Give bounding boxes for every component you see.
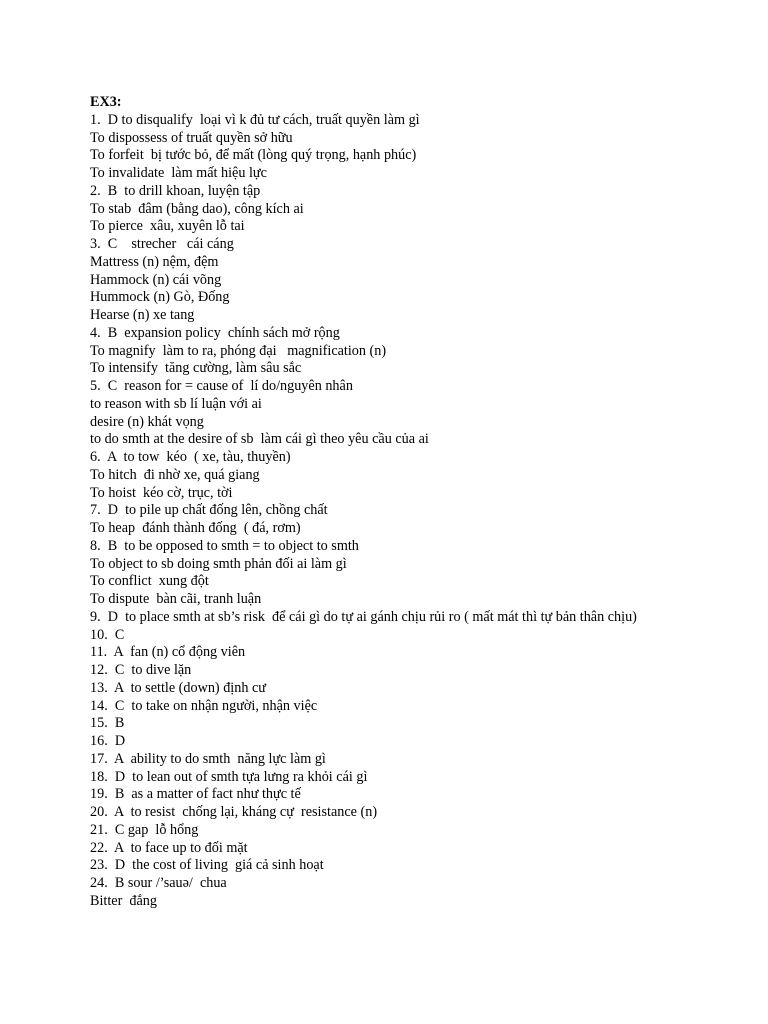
- document-line: 15. B: [90, 715, 125, 732]
- document-line: 23. D the cost of living giá cả sinh hoạt: [90, 857, 324, 874]
- document-line: 4. B expansion policy chính sách mở rộng: [90, 324, 340, 341]
- document-line: Hammock (n) cái võng: [90, 271, 222, 288]
- document-line: 12. C to dive lặn: [90, 662, 192, 678]
- document-line: 19. B as a matter of fact như thực tế: [90, 786, 301, 803]
- document-line: 11. A fan (n) cổ động viên: [90, 644, 246, 661]
- document-line: 24. B sour /’sauə/ chua: [90, 875, 227, 891]
- document-line: 7. D to pile up chất đống lên, chồng chất: [90, 502, 328, 519]
- document-line: 3. C strecher cái cáng: [90, 236, 234, 252]
- document-line: To stab đâm (bằng dao), công kích ai: [90, 200, 304, 217]
- document-line: 20. A to resist chống lại, kháng cự resistance (n): [90, 804, 378, 820]
- document-line: 1. D to disqualify loại vì k đủ tư cách, truất quyền làm gì: [90, 111, 420, 128]
- document-line: To hoist kéo cờ, trục, tời: [90, 484, 233, 501]
- document-line: 18. D to lean out of smth tựa lưng ra khỏi cái gì: [90, 768, 368, 785]
- document-line: To invalidate làm mất hiệu lực: [90, 165, 267, 181]
- document-line: Hearse (n) xe tang: [90, 307, 195, 323]
- document-line: To conflict xung đột: [90, 573, 209, 590]
- document-line: 5. C reason for = cause of lí do/nguyên nhân: [90, 378, 353, 394]
- document-line: 9. D to place smth at sb’s risk để cái gì do tự ai gánh chịu rủi ro ( mất mát thì tự bản thân chịu): [90, 608, 637, 625]
- exercise-heading: EX3:: [90, 94, 122, 110]
- document-line: 10. C: [90, 626, 125, 643]
- document-line: 21. C gap lỗ hổng: [90, 821, 199, 838]
- document-line: 6. A to tow kéo ( xe, tàu, thuyền): [90, 449, 291, 465]
- document-line: To heap đánh thành đống ( đá, rơm): [90, 520, 301, 536]
- document-line: to reason with sb lí luận với ai: [90, 395, 262, 412]
- document-line: 16. D: [90, 733, 126, 749]
- document-line: desire (n) khát vọng: [90, 413, 204, 430]
- document-line: To hitch đi nhờ xe, quá giang: [90, 466, 260, 483]
- document-line: To intensify tăng cường, làm sâu sắc: [90, 360, 302, 377]
- document-line: To dispute bàn cãi, tranh luận: [90, 591, 262, 607]
- document-line: To pierce xâu, xuyên lỗ tai: [90, 218, 245, 235]
- vocabulary-list: [90, 112, 750, 911]
- document-line: 13. A to settle (down) định cư: [90, 679, 266, 696]
- document-body: [90, 94, 750, 911]
- document-line: To magnify làm to ra, phóng đại magnification (n): [90, 342, 387, 359]
- document-line: Hummock (n) Gò, Đống: [90, 289, 230, 306]
- document-line: To dispossess of truất quyền sở hữu: [90, 129, 293, 146]
- document-line: 22. A to face up to đối mặt: [90, 839, 248, 856]
- document-line: 8. B to be opposed to smth = to object to smth: [90, 537, 359, 554]
- document-line: To object to sb doing smth phản đối ai làm gì: [90, 555, 347, 572]
- document-line: 2. B to drill khoan, luyện tập: [90, 182, 261, 199]
- document-line: 14. C to take on nhận người, nhận việc: [90, 697, 318, 714]
- document-line: Bitter đắng: [90, 892, 157, 909]
- document-line: 17. A ability to do smth năng lực làm gì: [90, 750, 326, 767]
- document-line: to do smth at the desire of sb làm cái gì theo yêu cầu của ai: [90, 431, 429, 448]
- document-line: To forfeit bị tước bỏ, để mất (lòng quý trọng, hạnh phúc): [90, 147, 417, 164]
- document-line: Mattress (n) nệm, đệm: [90, 253, 219, 270]
